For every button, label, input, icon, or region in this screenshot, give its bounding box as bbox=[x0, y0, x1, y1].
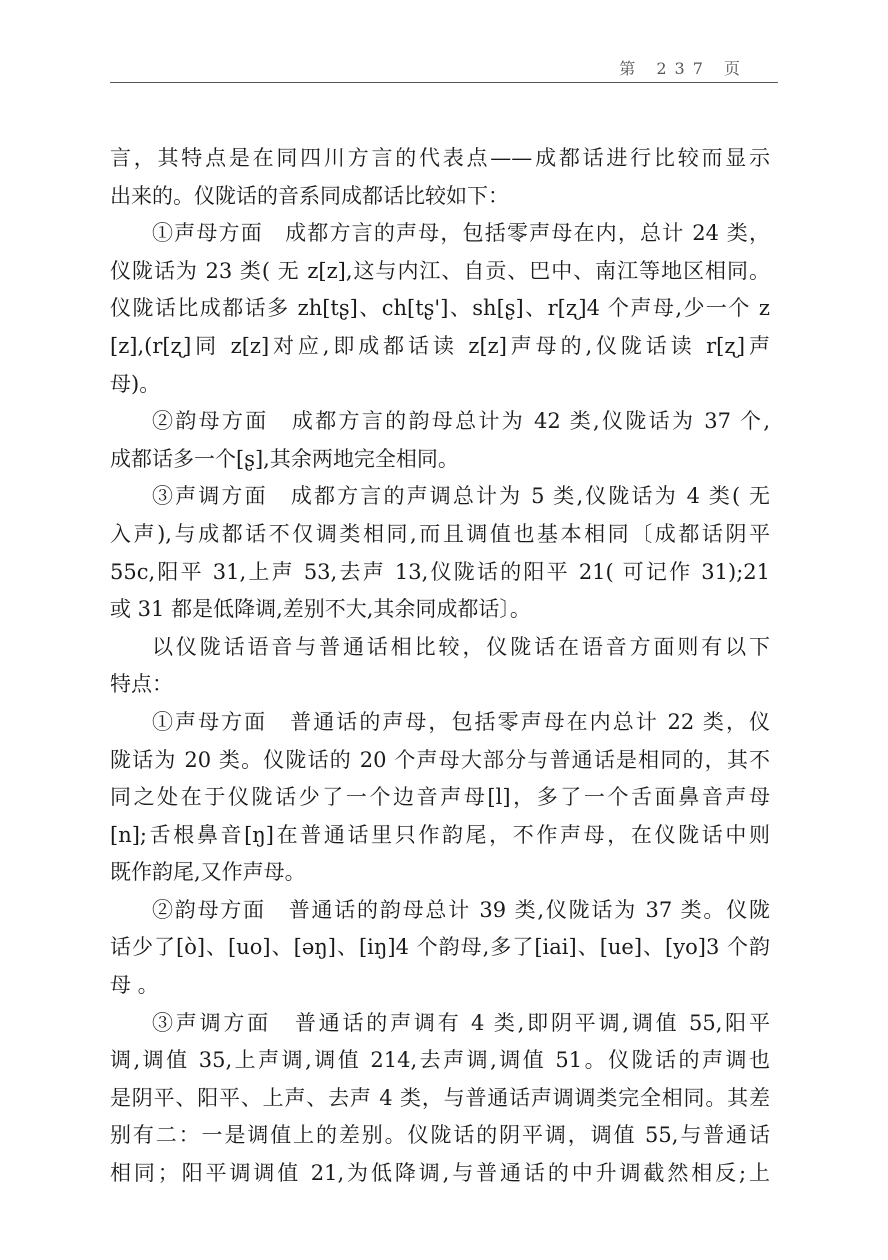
text-line: 相同；阳平调调值 21,为低降调,与普通话的中升调截然相反;上 bbox=[110, 1161, 770, 1186]
text-line: ③声调方面 普通话的声调有 4 类,即阴平调,调值 55,阳平 bbox=[152, 1010, 770, 1035]
text-line: 仪陇话比成都话多 zh[tʂ]、ch[tʂ']、sh[ʂ]、r[ʐ]4 个声母,少一个 z bbox=[110, 296, 770, 321]
text-line: 言，其特点是在同四川方言的代表点——成都话进行比较而显示 bbox=[110, 146, 770, 170]
text-line: ①声母方面 普通话的声母，包括零声母在内总计 22 类，仪 bbox=[152, 709, 770, 734]
text-line: 同之处在于仪陇话少了一个边音声母[l]，多了一个舌面鼻音声母 bbox=[110, 785, 770, 810]
text-line: 入声),与成都话不仅调类相同,而且调值也基本相同〔成都话阴平 bbox=[110, 521, 770, 546]
text-line: ②韵母方面 成都方言的韵母总计为 42 类,仪陇话为 37 个, bbox=[152, 409, 770, 434]
text-line: 成都话多一个[ʂ],其余两地完全相同。 bbox=[110, 446, 459, 471]
text-line: 出来的。仪陇话的音系同成都话比较如下： bbox=[110, 183, 509, 208]
text-line: 是阴平、阳平、上声、去声 4 类，与普通话声调调类完全相同。其差 bbox=[110, 1085, 770, 1110]
text-line: 55c,阳平 31,上声 53,去声 13,仪陇话的阳平 21( 可记作 31);21 bbox=[110, 559, 770, 584]
text-line: 话少了[ò]、[uo]、[əŋ]、[iŋ]4 个韵母,多了[iai]、[ue]、[yo]3 个韵 bbox=[110, 935, 770, 960]
body-text bbox=[110, 140, 770, 1193]
text-line: ①声母方面 成都方言的声母，包括零声母在内，总计 24 类， bbox=[152, 221, 770, 246]
text-line: ③声调方面 成都方言的声调总计为 5 类,仪陇话为 4 类( 无 bbox=[152, 484, 770, 509]
text-line: 或 31 都是低降调,差别不大,其余同成都话〕。 bbox=[110, 597, 531, 622]
text-line: 调,调值 35,上声调,调值 214,去声调,调值 51。仪陇话的声调也 bbox=[110, 1048, 770, 1073]
text-line: 仪陇话为 23 类( 无 z[z],这与内江、自贡、巴中、南江等地区相同。 bbox=[110, 258, 770, 283]
page-header bbox=[110, 56, 778, 83]
text-line: [n];舌根鼻音[ŋ]在普通话里只作韵尾，不作声母，在仪陇话中则 bbox=[110, 822, 770, 847]
text-line: [z],(r[ʐ]同 z[z]对应,即成都话读 z[z]声母的,仪陇话读 r[ʐ]声 bbox=[110, 333, 770, 358]
text-line: 母 。 bbox=[110, 973, 159, 998]
text-line: 特点： bbox=[110, 672, 173, 697]
text-line: 陇话为 20 类。仪陇话的 20 个声母大部分与普通话是相同的，其不 bbox=[110, 747, 770, 772]
text-line: 既作韵尾,又作声母。 bbox=[110, 860, 306, 885]
text-line: 母)。 bbox=[110, 371, 161, 396]
page-number: 第 237 页 bbox=[619, 59, 748, 78]
text-line: 别有二：一是调值上的差别。仪陇话的阴平调，调值 55,与普通话 bbox=[110, 1123, 770, 1148]
text-line: 以仪陇话语音与普通话相比较，仪陇话在语音方面则有以下 bbox=[152, 634, 770, 659]
text-line: ②韵母方面 普通话的韵母总计 39 类,仪陇话为 37 类。仪陇 bbox=[152, 897, 770, 922]
